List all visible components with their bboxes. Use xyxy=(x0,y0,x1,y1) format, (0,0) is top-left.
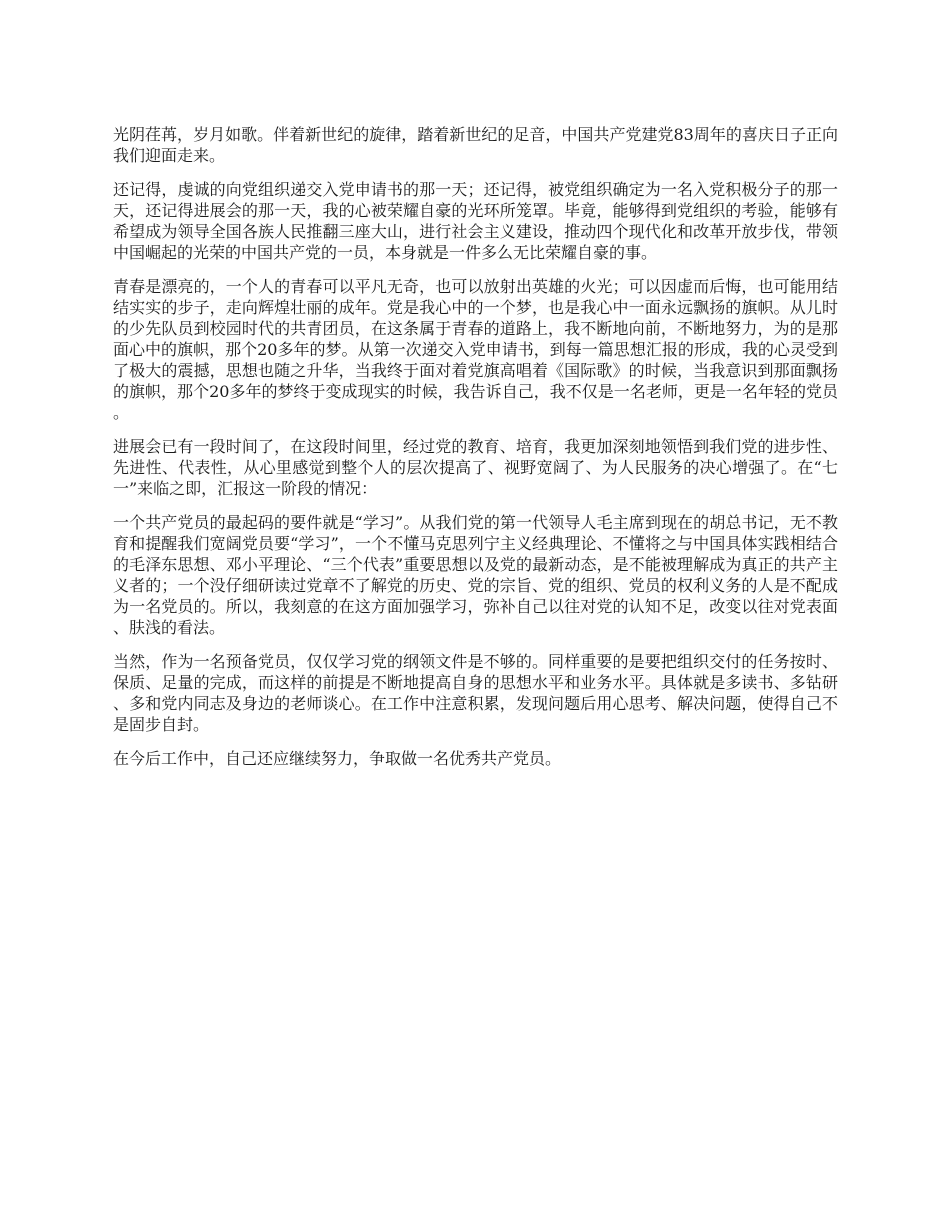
paragraph-6: 当然，作为一名预备党员，仅仅学习党的纲领文件是不够的。同样重要的是要把组织交付的任务按时、保质、足量的完成，而这样的前提是不断地提高自身的思想水平和业务水平。具体就是多读书、多钻研、多和党内同志及身边的老师谈心。在工作中注意积累，发现问题后用心思考、解决问题，使得自己不是固步自封。 xyxy=(113,652,838,734)
paragraph-5: 一个共产党员的最起码的要件就是“学习”。从我们党的第一代领导人毛主席到现在的胡总书记，无不教育和提醒我们宽阔党员要“学习”，一个不懂马克思列宁主义经典理论、不懂将之与中国具体实践相结合的毛泽东思想、邓小平理论、“三个代表”重要思想以及党的最新动态，是不能被理解成为真正的共产主义者的；一个没仔细研读过党章不了解党的历史、党的宗旨、党的组织、党员的权利义务的人是不配成为一名党员的。所以，我刻意的在这方面加强学习，弥补自己以往对党的认知不足，改变以往对党表面、肤浅的看法。 xyxy=(113,513,838,637)
paragraph-1: 光阴荏苒，岁月如歌。伴着新世纪的旋律，踏着新世纪的足音，中国共产党建党83周年的喜庆日子正向我们迎面走来。 xyxy=(113,125,838,165)
paragraph-2: 还记得，虔诚的向党组织递交入党申请书的那一天；还记得，被党组织确定为一名入党积极分子的那一天，还记得进展会的那一天，我的心被荣耀自豪的光环所笼罩。毕竟，能够得到党组织的考验，能够有希望成为领导全国各族人民推翻三座大山，进行社会主义建设，推动四个现代化和改革开放步伐，带领中国崛起的光荣的中国共产党的一员，本身就是一件多么无比荣耀自豪的事。 xyxy=(113,180,838,262)
paragraph-3: 青春是漂亮的，一个人的青春可以平凡无奇，也可以放射出英雄的火光；可以因虚而后悔，也可能用结结实实的步子，走向辉煌壮丽的成年。党是我心中的一个梦，也是我心中一面永远飘扬的旗帜。从儿时的少先队员到校园时代的共青团员，在这条属于青春的道路上，我不断地向前，不断地努力，为的是那面心中的旗帜，那个20多年的梦。从第一次递交入党申请书，到每一篇思想汇报的形成，我的心灵受到了极大的震撼，思想也随之升华，当我终于面对着党旗高唱着《国际歌》的时候，当我意识到那面飘扬的旗帜，那个20多年的梦终于变成现实的时候，我告诉自己，我不仅是一名老师，更是一名年轻的党员。 xyxy=(113,277,838,422)
paragraph-7: 在今后工作中，自己还应继续努力，争取做一名优秀共产党员。 xyxy=(113,749,562,768)
paragraph-4: 进展会已有一段时间了，在这段时间里，经过党的教育、培育，我更加深刻地领悟到我们党的进步性、先进性、代表性，从心里感觉到整个人的层次提高了、视野宽阔了、为人民服务的决心增强了。在“七一”来临之即，汇报这一阶段的情况： xyxy=(113,437,838,498)
document-body xyxy=(113,124,838,782)
